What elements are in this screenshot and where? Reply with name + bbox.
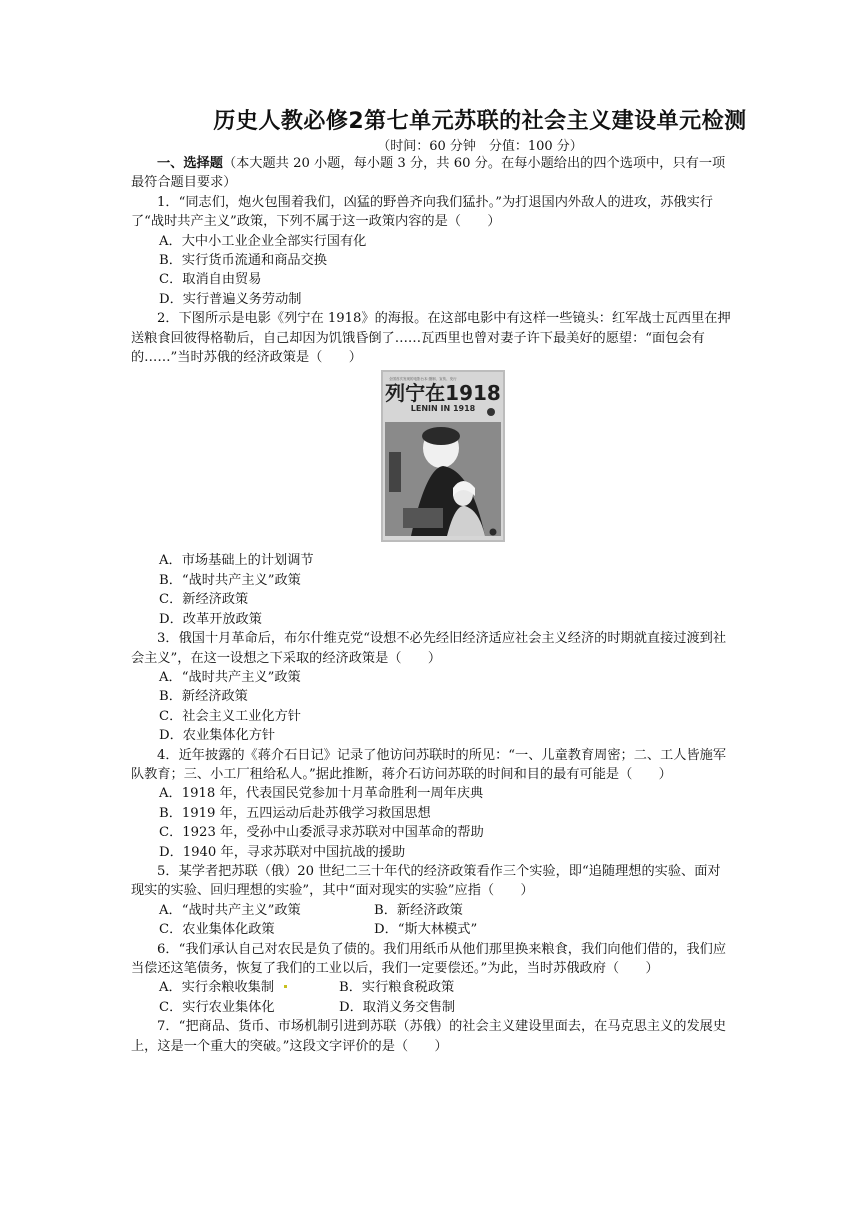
poster-title-en: LENIN IN 1918 [410, 404, 476, 414]
question-stem: 6．“我们承认自己对农民是负了债的。我们用纸币从他们那里换来粮食，我们向他们借的，我们应当偿还这笔债务，恢复了我们的工业以后，我们一定要偿还。”为此，当时苏俄政府（ ） [131, 941, 727, 976]
question-stem: 4．近年披露的《蒋介石日记》记录了他访问苏联时的所见：“一、儿童教育周密；二、工人皆施军队教育；三、小工厂租给私人。”据此推断，蒋介石访问苏联的时间和目的最有可能是（ ） [131, 747, 727, 782]
poster-small-text: 全国首次发现的电影台本·摄制、宣传、发行 [389, 377, 457, 382]
question-stem: 5．某学者把苏联（俄）20 世纪二三十年代的经济政策看作三个实验，即“追随理想的实验、面对现实的实验、回归理想的实验”，其中“面对现实的实验”应指（ ） [131, 863, 721, 899]
poster-title-cn: 列宁在1918 [385, 381, 501, 406]
option: C．社会主义工业化方针 [159, 708, 301, 724]
question-stem: 1．“同志们，炮火包围着我们，凶猛的野兽齐向我们猛扑。”为打退国内外敌人的进攻，苏俄实行了“战时共产主义”政策，下列不属于这一政策内容的是（ ） [131, 194, 713, 230]
option: B．新经济政策 [374, 902, 463, 918]
option: D．农业集体化方针 [159, 728, 276, 744]
option-row [131, 920, 731, 939]
option: B．实行货币流通和商品交换 [159, 253, 327, 269]
movie-poster-image [381, 370, 505, 542]
option: A．1918 年，代表国民党参加十月革命胜利一周年庆典 [159, 786, 484, 802]
option: A．市场基础上的计划调节 [159, 553, 314, 569]
page-title: 历史人教必修2第七单元苏联的社会主义建设单元检测 [213, 109, 747, 134]
option: B．1919 年，五四运动后赴苏俄学习救国思想 [159, 805, 431, 821]
question-stem: 3．俄国十月革命后，布尔什维克党“设想不必先经旧经济适应社会主义经济的时期就直接过渡到社会主义”，在这一设想之下采取的经济政策是（ ） [131, 631, 727, 666]
section-note: （本大题共 20 小题，每小题 3 分，共 60 分。在每小题给出的四个选项中，只有一项最符合题目要求） [131, 156, 726, 191]
section-heading: 一、选择题 [157, 156, 223, 171]
option: A．“战时共产主义”政策 [159, 902, 301, 918]
stray-dot [284, 985, 287, 988]
exam-info: （时间：60 分钟 分值：100 分） [377, 139, 583, 154]
question-stem: 7．“把商品、货币、市场机制引进到苏联（苏俄）的社会主义建设里面去，在马克思主义的发展史上，这是一个重大的突破。”这段文字评价的是（ ） [131, 1019, 727, 1054]
question-stem: 2．下图所示是电影《列宁在 1918》的海报。在这部电影中有这样一些镜头：红军战士瓦西里在押送粮食回彼得格勒后，自己却因为饥饿昏倒了……瓦西里也曾对妻子许下最美好的愿望：“面包会有的……”当时苏俄的经济政策是（ ） [131, 311, 731, 366]
option: A．“战时共产主义”政策 [159, 669, 301, 685]
question-body [131, 154, 731, 1056]
option: C．实行农业集体化 [159, 999, 275, 1015]
option: A．大中小工业企业全部实行国有化 [159, 233, 367, 249]
option: C．1923 年，受孙中山委派寻求苏联对中国革命的帮助 [159, 825, 484, 841]
option: D．取消义务交售制 [339, 999, 456, 1015]
option-row [131, 978, 731, 997]
option: D．改革开放政策 [159, 611, 262, 627]
option: B．新经济政策 [159, 689, 248, 705]
option: D．实行普遍义务劳动制 [159, 291, 302, 307]
option-text: A．实行余粮收集制 [159, 980, 275, 996]
option [159, 978, 339, 997]
option: C．新经济政策 [159, 592, 249, 608]
option: C．取消自由贸易 [159, 272, 262, 288]
option: D．“斯大林模式” [374, 922, 478, 938]
poster-figure [131, 370, 731, 546]
option-row [131, 901, 731, 920]
option-row [131, 998, 731, 1017]
option: B．实行粮食税政策 [339, 980, 455, 996]
section-header [131, 154, 731, 193]
option: C．农业集体化政策 [159, 922, 275, 938]
option: D．1940 年，寻求苏联对中国抗战的援助 [159, 844, 406, 860]
option: B．“战时共产主义”政策 [159, 572, 301, 588]
